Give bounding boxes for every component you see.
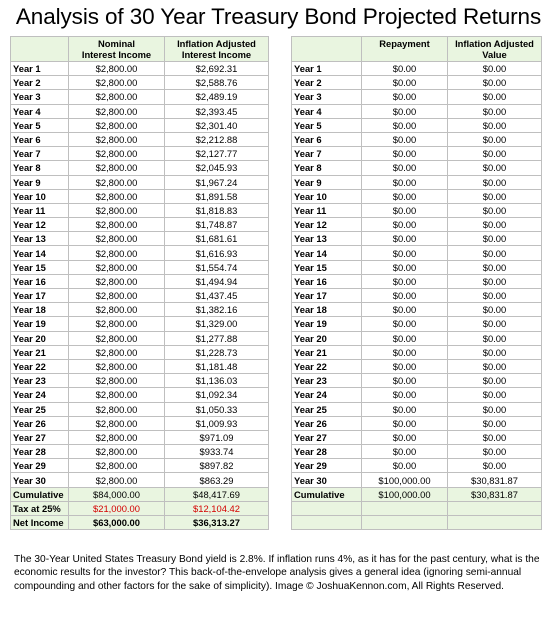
interest-income-table — [10, 36, 269, 530]
header-inflation-adjusted-value — [448, 37, 542, 62]
value-cell: $0.00 — [448, 374, 542, 388]
row-label: Year 4 — [11, 104, 69, 118]
table-row — [11, 459, 269, 473]
value-cell: $2,800.00 — [69, 132, 165, 146]
summary-label: Cumulative — [11, 487, 69, 501]
row-label: Year 23 — [11, 374, 69, 388]
row-label: Year 17 — [11, 289, 69, 303]
value-cell: $0.00 — [362, 147, 448, 161]
table-row — [11, 359, 269, 373]
summary-row — [292, 501, 542, 515]
summary-row — [11, 487, 269, 501]
value-cell: $2,301.40 — [165, 118, 269, 132]
summary-value — [362, 501, 448, 515]
table-row — [11, 132, 269, 146]
header-line: Interest Income — [81, 49, 152, 60]
value-cell: $2,800.00 — [69, 289, 165, 303]
table-row — [292, 147, 542, 161]
value-cell: $0.00 — [362, 118, 448, 132]
value-cell: $1,092.34 — [165, 388, 269, 402]
value-cell: $0.00 — [448, 289, 542, 303]
header-inflation-adjusted — [165, 37, 269, 62]
row-label: Year 11 — [292, 203, 362, 217]
table-header-row — [11, 37, 269, 62]
table-row — [292, 445, 542, 459]
row-label: Year 9 — [292, 175, 362, 189]
row-label: Year 3 — [292, 90, 362, 104]
table-row — [11, 402, 269, 416]
value-cell: $2,800.00 — [69, 374, 165, 388]
summary-value: $100,000.00 — [362, 487, 448, 501]
value-cell: $0.00 — [362, 303, 448, 317]
header-line: Value — [482, 49, 507, 60]
value-cell: $0.00 — [448, 232, 542, 246]
value-cell: $1,050.33 — [165, 402, 269, 416]
value-cell: $0.00 — [448, 189, 542, 203]
table-row — [292, 374, 542, 388]
value-cell: $1,329.00 — [165, 317, 269, 331]
table-row — [292, 416, 542, 430]
table-row — [292, 203, 542, 217]
table-row — [292, 175, 542, 189]
repayment-table — [291, 36, 542, 530]
table-row — [11, 331, 269, 345]
summary-value: $12,104.42 — [165, 501, 269, 515]
row-label: Year 24 — [11, 388, 69, 402]
value-cell: $0.00 — [448, 218, 542, 232]
table-row — [11, 289, 269, 303]
table-row — [11, 260, 269, 274]
value-cell: $2,800.00 — [69, 76, 165, 90]
row-label: Year 30 — [11, 473, 69, 487]
value-cell: $0.00 — [362, 274, 448, 288]
value-cell: $30,831.87 — [448, 473, 542, 487]
table-row — [292, 104, 542, 118]
table-row — [292, 459, 542, 473]
table-row — [11, 203, 269, 217]
row-label: Year 10 — [292, 189, 362, 203]
value-cell: $0.00 — [448, 459, 542, 473]
summary-label: Cumulative — [292, 487, 362, 501]
value-cell: $0.00 — [362, 430, 448, 444]
value-cell: $2,800.00 — [69, 161, 165, 175]
table-row — [11, 246, 269, 260]
summary-value: $36,313.27 — [165, 516, 269, 530]
table-row — [11, 374, 269, 388]
row-label: Year 15 — [292, 260, 362, 274]
value-cell: $2,800.00 — [69, 104, 165, 118]
value-cell: $0.00 — [448, 203, 542, 217]
value-cell: $2,800.00 — [69, 416, 165, 430]
row-label: Year 19 — [292, 317, 362, 331]
table-row — [11, 147, 269, 161]
value-cell: $0.00 — [448, 402, 542, 416]
value-cell: $1,967.24 — [165, 175, 269, 189]
value-cell: $0.00 — [448, 76, 542, 90]
row-label: Year 24 — [292, 388, 362, 402]
value-cell: $0.00 — [362, 76, 448, 90]
value-cell: $0.00 — [448, 118, 542, 132]
row-label: Year 25 — [11, 402, 69, 416]
row-label: Year 13 — [292, 232, 362, 246]
row-label: Year 26 — [292, 416, 362, 430]
row-label: Year 6 — [292, 132, 362, 146]
summary-value: $21,000.00 — [69, 501, 165, 515]
value-cell: $2,489.19 — [165, 90, 269, 104]
row-label: Year 10 — [11, 189, 69, 203]
value-cell: $0.00 — [362, 388, 448, 402]
value-cell: $2,800.00 — [69, 90, 165, 104]
row-label: Year 1 — [11, 62, 69, 76]
value-cell: $1,277.88 — [165, 331, 269, 345]
table-row — [11, 303, 269, 317]
value-cell: $0.00 — [362, 445, 448, 459]
value-cell: $1,891.58 — [165, 189, 269, 203]
table-body — [11, 62, 269, 530]
value-cell: $2,800.00 — [69, 445, 165, 459]
row-label: Year 7 — [11, 147, 69, 161]
row-label: Year 15 — [11, 260, 69, 274]
table-row — [292, 232, 542, 246]
value-cell: $0.00 — [362, 345, 448, 359]
value-cell: $0.00 — [448, 274, 542, 288]
row-label: Year 3 — [11, 90, 69, 104]
value-cell: $0.00 — [362, 132, 448, 146]
value-cell: $0.00 — [448, 90, 542, 104]
header-line: Repayment — [379, 38, 430, 49]
value-cell: $0.00 — [448, 246, 542, 260]
table-row — [292, 161, 542, 175]
table-row — [11, 445, 269, 459]
value-cell: $2,800.00 — [69, 359, 165, 373]
value-cell: $1,554.74 — [165, 260, 269, 274]
summary-label: Net Income — [11, 516, 69, 530]
value-cell: $0.00 — [448, 359, 542, 373]
row-label: Year 13 — [11, 232, 69, 246]
summary-value: $48,417.69 — [165, 487, 269, 501]
value-cell: $2,800.00 — [69, 317, 165, 331]
table-row — [11, 232, 269, 246]
value-cell: $0.00 — [362, 246, 448, 260]
table-row — [292, 402, 542, 416]
row-label: Year 30 — [292, 473, 362, 487]
value-cell: $1,228.73 — [165, 345, 269, 359]
value-cell: $0.00 — [448, 104, 542, 118]
value-cell: $2,800.00 — [69, 175, 165, 189]
row-label: Year 4 — [292, 104, 362, 118]
table-row — [11, 76, 269, 90]
table-row — [11, 430, 269, 444]
header-line: Nominal — [98, 38, 135, 49]
row-label: Year 20 — [11, 331, 69, 345]
value-cell: $2,800.00 — [69, 189, 165, 203]
value-cell: $0.00 — [448, 317, 542, 331]
row-label: Year 14 — [292, 246, 362, 260]
table-row — [11, 274, 269, 288]
row-label: Year 6 — [11, 132, 69, 146]
value-cell: $0.00 — [448, 260, 542, 274]
table-row — [11, 388, 269, 402]
row-label: Year 17 — [292, 289, 362, 303]
header-label-cell — [11, 37, 69, 62]
value-cell: $0.00 — [362, 459, 448, 473]
value-cell: $0.00 — [362, 62, 448, 76]
summary-row — [292, 516, 542, 530]
row-label: Year 27 — [11, 430, 69, 444]
value-cell: $0.00 — [362, 90, 448, 104]
summary-label — [292, 501, 362, 515]
row-label: Year 12 — [11, 218, 69, 232]
value-cell: $2,800.00 — [69, 303, 165, 317]
value-cell: $2,800.00 — [69, 331, 165, 345]
table-row — [11, 104, 269, 118]
value-cell: $0.00 — [362, 374, 448, 388]
summary-label — [292, 516, 362, 530]
value-cell: $1,494.94 — [165, 274, 269, 288]
value-cell: $0.00 — [362, 402, 448, 416]
value-cell: $2,800.00 — [69, 274, 165, 288]
table-row — [11, 416, 269, 430]
header-label-cell — [292, 37, 362, 62]
row-label: Year 11 — [11, 203, 69, 217]
value-cell: $0.00 — [448, 147, 542, 161]
value-cell: $0.00 — [448, 175, 542, 189]
value-cell: $0.00 — [362, 104, 448, 118]
row-label: Year 2 — [11, 76, 69, 90]
value-cell: $1,681.61 — [165, 232, 269, 246]
table-row — [11, 90, 269, 104]
table-row — [292, 218, 542, 232]
row-label: Year 1 — [292, 62, 362, 76]
row-label: Year 18 — [11, 303, 69, 317]
row-label: Year 23 — [292, 374, 362, 388]
row-label: Year 18 — [292, 303, 362, 317]
row-label: Year 29 — [292, 459, 362, 473]
value-cell: $2,692.31 — [165, 62, 269, 76]
value-cell: $2,800.00 — [69, 388, 165, 402]
header-line: Inflation Adjusted — [455, 38, 534, 49]
value-cell: $0.00 — [448, 161, 542, 175]
table-row — [292, 274, 542, 288]
summary-value — [448, 501, 542, 515]
row-label: Year 14 — [11, 246, 69, 260]
summary-value — [448, 516, 542, 530]
table-row — [11, 175, 269, 189]
value-cell: $0.00 — [362, 289, 448, 303]
page-title: Analysis of 30 Year Treasury Bond Projected Returns — [15, 4, 542, 29]
table-row — [292, 331, 542, 345]
table-row — [11, 118, 269, 132]
value-cell: $100,000.00 — [362, 473, 448, 487]
value-cell: $0.00 — [448, 345, 542, 359]
value-cell: $0.00 — [448, 132, 542, 146]
value-cell: $2,800.00 — [69, 62, 165, 76]
value-cell: $0.00 — [362, 161, 448, 175]
row-label: Year 28 — [292, 445, 362, 459]
value-cell: $2,212.88 — [165, 132, 269, 146]
table-row — [292, 76, 542, 90]
row-label: Year 12 — [292, 218, 362, 232]
value-cell: $0.00 — [362, 317, 448, 331]
row-label: Year 8 — [11, 161, 69, 175]
value-cell: $0.00 — [362, 203, 448, 217]
value-cell: $2,800.00 — [69, 459, 165, 473]
footnote: The 30-Year United States Treasury Bond yield is 2.8%. If inflation runs 4%, as it has for the past century, what is the economic results for the investor? This back-of-the-envelope analysis gives a general idea (ignoring semi-annual compounding and other factors for the sake of simplicity). Image © JoshuaKennon.com, All Rights Reserved. — [14, 554, 540, 592]
table-row — [292, 345, 542, 359]
value-cell: $2,393.45 — [165, 104, 269, 118]
value-cell: $0.00 — [362, 331, 448, 345]
row-label: Year 21 — [11, 345, 69, 359]
table-row — [292, 388, 542, 402]
value-cell: $0.00 — [448, 388, 542, 402]
table-row — [292, 132, 542, 146]
row-label: Year 20 — [292, 331, 362, 345]
row-label: Year 16 — [11, 274, 69, 288]
table-row — [292, 430, 542, 444]
row-label: Year 5 — [292, 118, 362, 132]
summary-value: $30,831.87 — [448, 487, 542, 501]
summary-row — [11, 501, 269, 515]
value-cell: $863.29 — [165, 473, 269, 487]
value-cell: $0.00 — [362, 175, 448, 189]
value-cell: $933.74 — [165, 445, 269, 459]
value-cell: $0.00 — [362, 416, 448, 430]
table-row — [11, 345, 269, 359]
summary-row — [11, 516, 269, 530]
table-row — [11, 218, 269, 232]
header-repayment — [362, 37, 448, 62]
row-label: Year 29 — [11, 459, 69, 473]
table-row — [11, 189, 269, 203]
summary-value: $63,000.00 — [69, 516, 165, 530]
row-label: Year 28 — [11, 445, 69, 459]
row-label: Year 7 — [292, 147, 362, 161]
row-label: Year 22 — [292, 359, 362, 373]
value-cell: $2,800.00 — [69, 232, 165, 246]
value-cell: $0.00 — [448, 416, 542, 430]
value-cell: $0.00 — [448, 331, 542, 345]
table-row — [292, 189, 542, 203]
row-label: Year 26 — [11, 416, 69, 430]
value-cell: $2,045.93 — [165, 161, 269, 175]
table-row — [292, 90, 542, 104]
value-cell: $2,800.00 — [69, 218, 165, 232]
row-label: Year 8 — [292, 161, 362, 175]
summary-row — [292, 487, 542, 501]
table-row — [292, 289, 542, 303]
header-line: Inflation Adjusted — [177, 38, 256, 49]
row-label: Year 16 — [292, 274, 362, 288]
value-cell: $2,800.00 — [69, 402, 165, 416]
value-cell: $1,818.83 — [165, 203, 269, 217]
row-label: Year 2 — [292, 76, 362, 90]
summary-value — [362, 516, 448, 530]
value-cell: $0.00 — [448, 303, 542, 317]
value-cell: $2,800.00 — [69, 246, 165, 260]
table-row — [292, 317, 542, 331]
value-cell: $2,800.00 — [69, 147, 165, 161]
value-cell: $1,616.93 — [165, 246, 269, 260]
table-row — [292, 118, 542, 132]
row-label: Year 19 — [11, 317, 69, 331]
row-label: Year 9 — [11, 175, 69, 189]
table-row — [11, 62, 269, 76]
summary-label: Tax at 25% — [11, 501, 69, 515]
table-row — [292, 246, 542, 260]
value-cell: $897.82 — [165, 459, 269, 473]
value-cell: $2,800.00 — [69, 203, 165, 217]
value-cell: $0.00 — [362, 359, 448, 373]
value-cell: $1,748.87 — [165, 218, 269, 232]
value-cell: $2,800.00 — [69, 473, 165, 487]
value-cell: $2,588.76 — [165, 76, 269, 90]
value-cell: $971.09 — [165, 430, 269, 444]
value-cell: $2,800.00 — [69, 345, 165, 359]
row-label: Year 25 — [292, 402, 362, 416]
table-row — [292, 473, 542, 487]
value-cell: $1,382.16 — [165, 303, 269, 317]
table-body — [292, 62, 542, 530]
value-cell: $0.00 — [448, 445, 542, 459]
value-cell: $0.00 — [362, 189, 448, 203]
table-row — [292, 359, 542, 373]
value-cell: $1,009.93 — [165, 416, 269, 430]
row-label: Year 27 — [292, 430, 362, 444]
table-row — [292, 260, 542, 274]
table-row — [11, 161, 269, 175]
row-label: Year 22 — [11, 359, 69, 373]
table-row — [292, 303, 542, 317]
value-cell: $1,181.48 — [165, 359, 269, 373]
table-header-row — [292, 37, 542, 62]
value-cell: $0.00 — [448, 430, 542, 444]
value-cell: $0.00 — [362, 218, 448, 232]
summary-value: $84,000.00 — [69, 487, 165, 501]
value-cell: $2,127.77 — [165, 147, 269, 161]
header-nominal — [69, 37, 165, 62]
value-cell: $0.00 — [362, 232, 448, 246]
table-row — [11, 473, 269, 487]
value-cell: $0.00 — [448, 62, 542, 76]
value-cell: $2,800.00 — [69, 430, 165, 444]
value-cell: $0.00 — [362, 260, 448, 274]
value-cell: $1,136.03 — [165, 374, 269, 388]
value-cell: $1,437.45 — [165, 289, 269, 303]
row-label: Year 5 — [11, 118, 69, 132]
value-cell: $2,800.00 — [69, 260, 165, 274]
value-cell: $2,800.00 — [69, 118, 165, 132]
row-label: Year 21 — [292, 345, 362, 359]
header-line: Interest Income — [181, 49, 252, 60]
table-row — [292, 62, 542, 76]
table-row — [11, 317, 269, 331]
